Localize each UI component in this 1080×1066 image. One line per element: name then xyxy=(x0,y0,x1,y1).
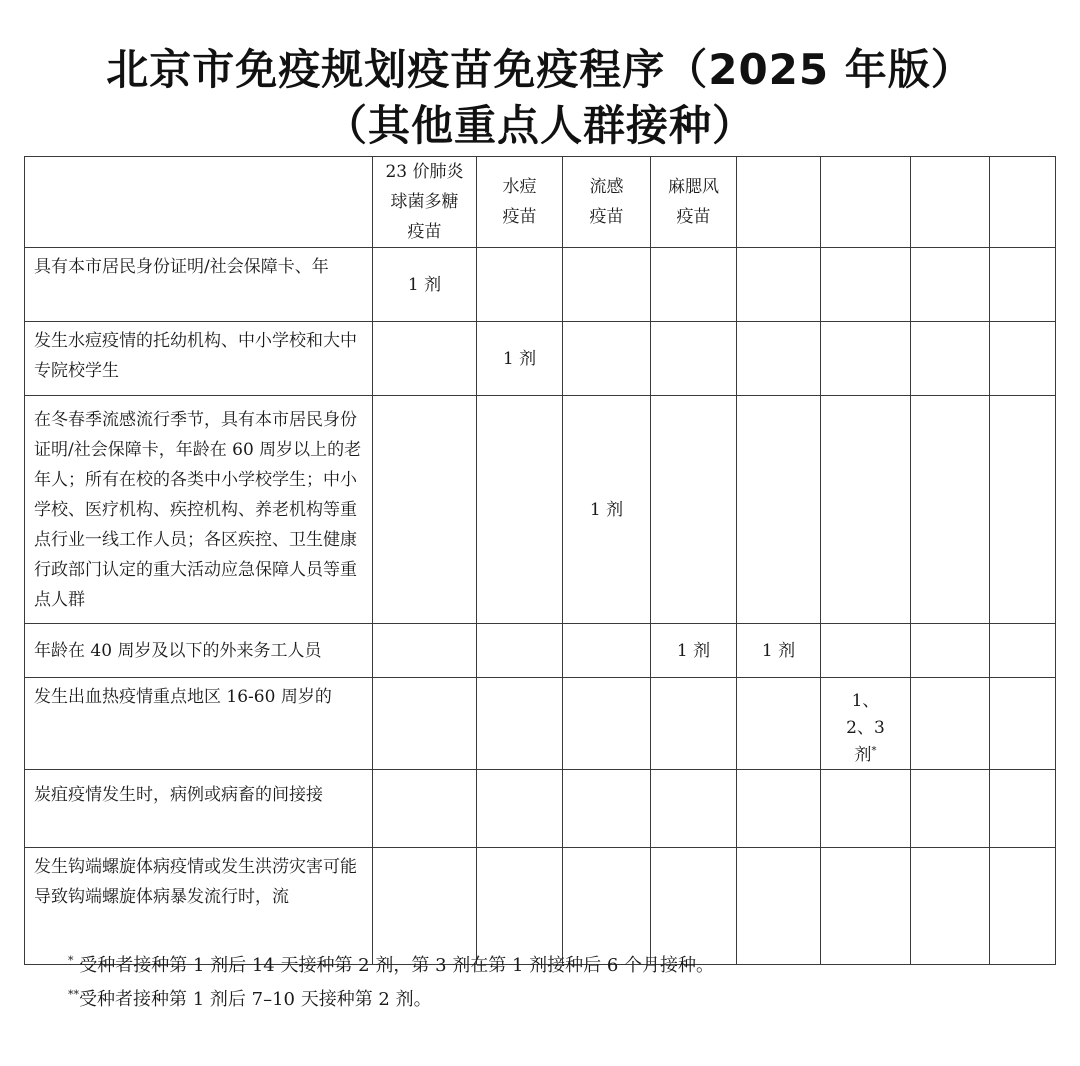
dose-cell xyxy=(911,396,990,624)
row-group-cell: 在冬春季流感流行季节，具有本市居民身份证明/社会保障卡，年龄在 60 周岁以上的老年人；所有在校的各类中小学校学生；中小学校、医疗机构、疾控机构、养老机构等重点行业一线工作人员；各区疾控、卫生健康行政部门认定的重大活动应急保障人员等重点人群 xyxy=(25,396,373,624)
dose-cell xyxy=(373,322,477,396)
dose-cell xyxy=(477,770,563,848)
dose-cell: 1 剂 xyxy=(651,624,737,678)
footnote-text: 受种者接种第 1 剂后 7–10 天接种第 2 剂。 xyxy=(79,989,432,1010)
document-subtitle: （其他重点人群接种） xyxy=(324,101,755,150)
dose-cell xyxy=(477,848,563,965)
header-line: 23 价肺炎 xyxy=(385,162,464,182)
dose-cell: 1 剂 xyxy=(737,624,821,678)
footnote-mark: * xyxy=(68,954,74,967)
row-group-cell: 发生钩端螺旋体病疫情或发生洪涝灾害可能导致钩端螺旋体病暴发流行时，流 xyxy=(25,848,373,965)
table-row xyxy=(25,770,1056,848)
document-title: 北京市免疫规划疫苗免疫程序（2025 年版） xyxy=(106,45,974,94)
header-line: 疫苗 xyxy=(589,207,624,227)
header-line: 疫苗 xyxy=(407,222,442,242)
header-cell xyxy=(821,157,911,248)
dose-cell xyxy=(821,624,911,678)
footnote xyxy=(68,952,714,980)
footnote-mark: ** xyxy=(68,988,79,1001)
dose-cell xyxy=(373,678,477,770)
row-group-cell: 发生水痘疫情的托幼机构、中小学校和大中专院校学生 xyxy=(25,322,373,396)
header-line: 麻腮风 xyxy=(668,177,719,197)
dose-cell xyxy=(651,322,737,396)
header-cell xyxy=(373,157,477,248)
header-line: 疫苗 xyxy=(676,207,711,227)
dose-cell xyxy=(651,848,737,965)
header-line: 疫苗 xyxy=(502,207,537,227)
dose-cell xyxy=(563,848,651,965)
dose-cell xyxy=(737,322,821,396)
dose-cell xyxy=(563,624,651,678)
dose-cell xyxy=(821,678,911,770)
dose-cell xyxy=(563,248,651,322)
table-row xyxy=(25,322,1056,396)
dose-cell xyxy=(821,848,911,965)
dose-cell xyxy=(990,770,1056,848)
vaccine-schedule-table xyxy=(24,156,1056,965)
dose-cell xyxy=(911,624,990,678)
dose-cell xyxy=(477,396,563,624)
header-cell xyxy=(990,157,1056,248)
dose-cell xyxy=(651,396,737,624)
footnote xyxy=(68,986,432,1014)
header-cell xyxy=(911,157,990,248)
dose-cell xyxy=(821,322,911,396)
dose-cell xyxy=(651,678,737,770)
dose-cell xyxy=(821,770,911,848)
dose-cell xyxy=(373,624,477,678)
dose-cell xyxy=(911,248,990,322)
footnote-text: 受种者接种第 1 剂后 14 天接种第 2 剂，第 3 剂在第 1 剂接种后 6 个月接种。 xyxy=(73,955,715,976)
header-line: 水痘 xyxy=(502,177,537,197)
dose-cell xyxy=(737,770,821,848)
dose-cell xyxy=(563,770,651,848)
row-group-cell: 炭疽疫情发生时，病例或病畜的间接接 xyxy=(25,770,373,848)
row-group-cell: 具有本市居民身份证明/社会保障卡、年 xyxy=(25,248,373,322)
footnote-mark: * xyxy=(871,745,877,757)
dose-cell xyxy=(373,770,477,848)
dose-cell xyxy=(563,322,651,396)
dose-cell xyxy=(990,248,1056,322)
dose-cell xyxy=(477,248,563,322)
dose-cell xyxy=(737,248,821,322)
dose-cell xyxy=(563,678,651,770)
dose-cell xyxy=(990,848,1056,965)
dose-text: 1、2、3 剂 xyxy=(846,691,885,765)
header-cell xyxy=(563,157,651,248)
dose-cell xyxy=(651,770,737,848)
header-cell xyxy=(25,157,373,248)
table-row xyxy=(25,678,1056,770)
table-row xyxy=(25,848,1056,965)
header-row xyxy=(25,157,1056,248)
dose-cell xyxy=(737,848,821,965)
table-row xyxy=(25,396,1056,624)
dose-cell xyxy=(911,678,990,770)
table-row xyxy=(25,624,1056,678)
dose-cell xyxy=(990,396,1056,624)
header-cell xyxy=(651,157,737,248)
header-line: 球菌多糖 xyxy=(390,192,459,212)
dose-cell xyxy=(990,624,1056,678)
dose-cell xyxy=(911,322,990,396)
dose-cell xyxy=(477,624,563,678)
dose-cell xyxy=(373,396,477,624)
dose-cell xyxy=(477,678,563,770)
dose-cell xyxy=(990,322,1056,396)
dose-cell xyxy=(737,678,821,770)
dose-cell xyxy=(821,248,911,322)
header-cell xyxy=(737,157,821,248)
dose-cell xyxy=(990,678,1056,770)
dose-cell xyxy=(911,848,990,965)
dose-cell: 1 剂 xyxy=(563,396,651,624)
dose-cell xyxy=(651,248,737,322)
header-cell xyxy=(477,157,563,248)
header-line: 流感 xyxy=(589,177,624,197)
dose-cell: 1 剂 xyxy=(477,322,563,396)
row-group-cell: 年龄在 40 周岁及以下的外来务工人员 xyxy=(25,624,373,678)
dose-cell xyxy=(911,770,990,848)
row-group-cell: 发生出血热疫情重点地区 16-60 周岁的 xyxy=(25,678,373,770)
dose-cell xyxy=(373,848,477,965)
dose-cell xyxy=(821,396,911,624)
table-row xyxy=(25,248,1056,322)
dose-cell: 1 剂 xyxy=(373,248,477,322)
dose-cell xyxy=(737,396,821,624)
